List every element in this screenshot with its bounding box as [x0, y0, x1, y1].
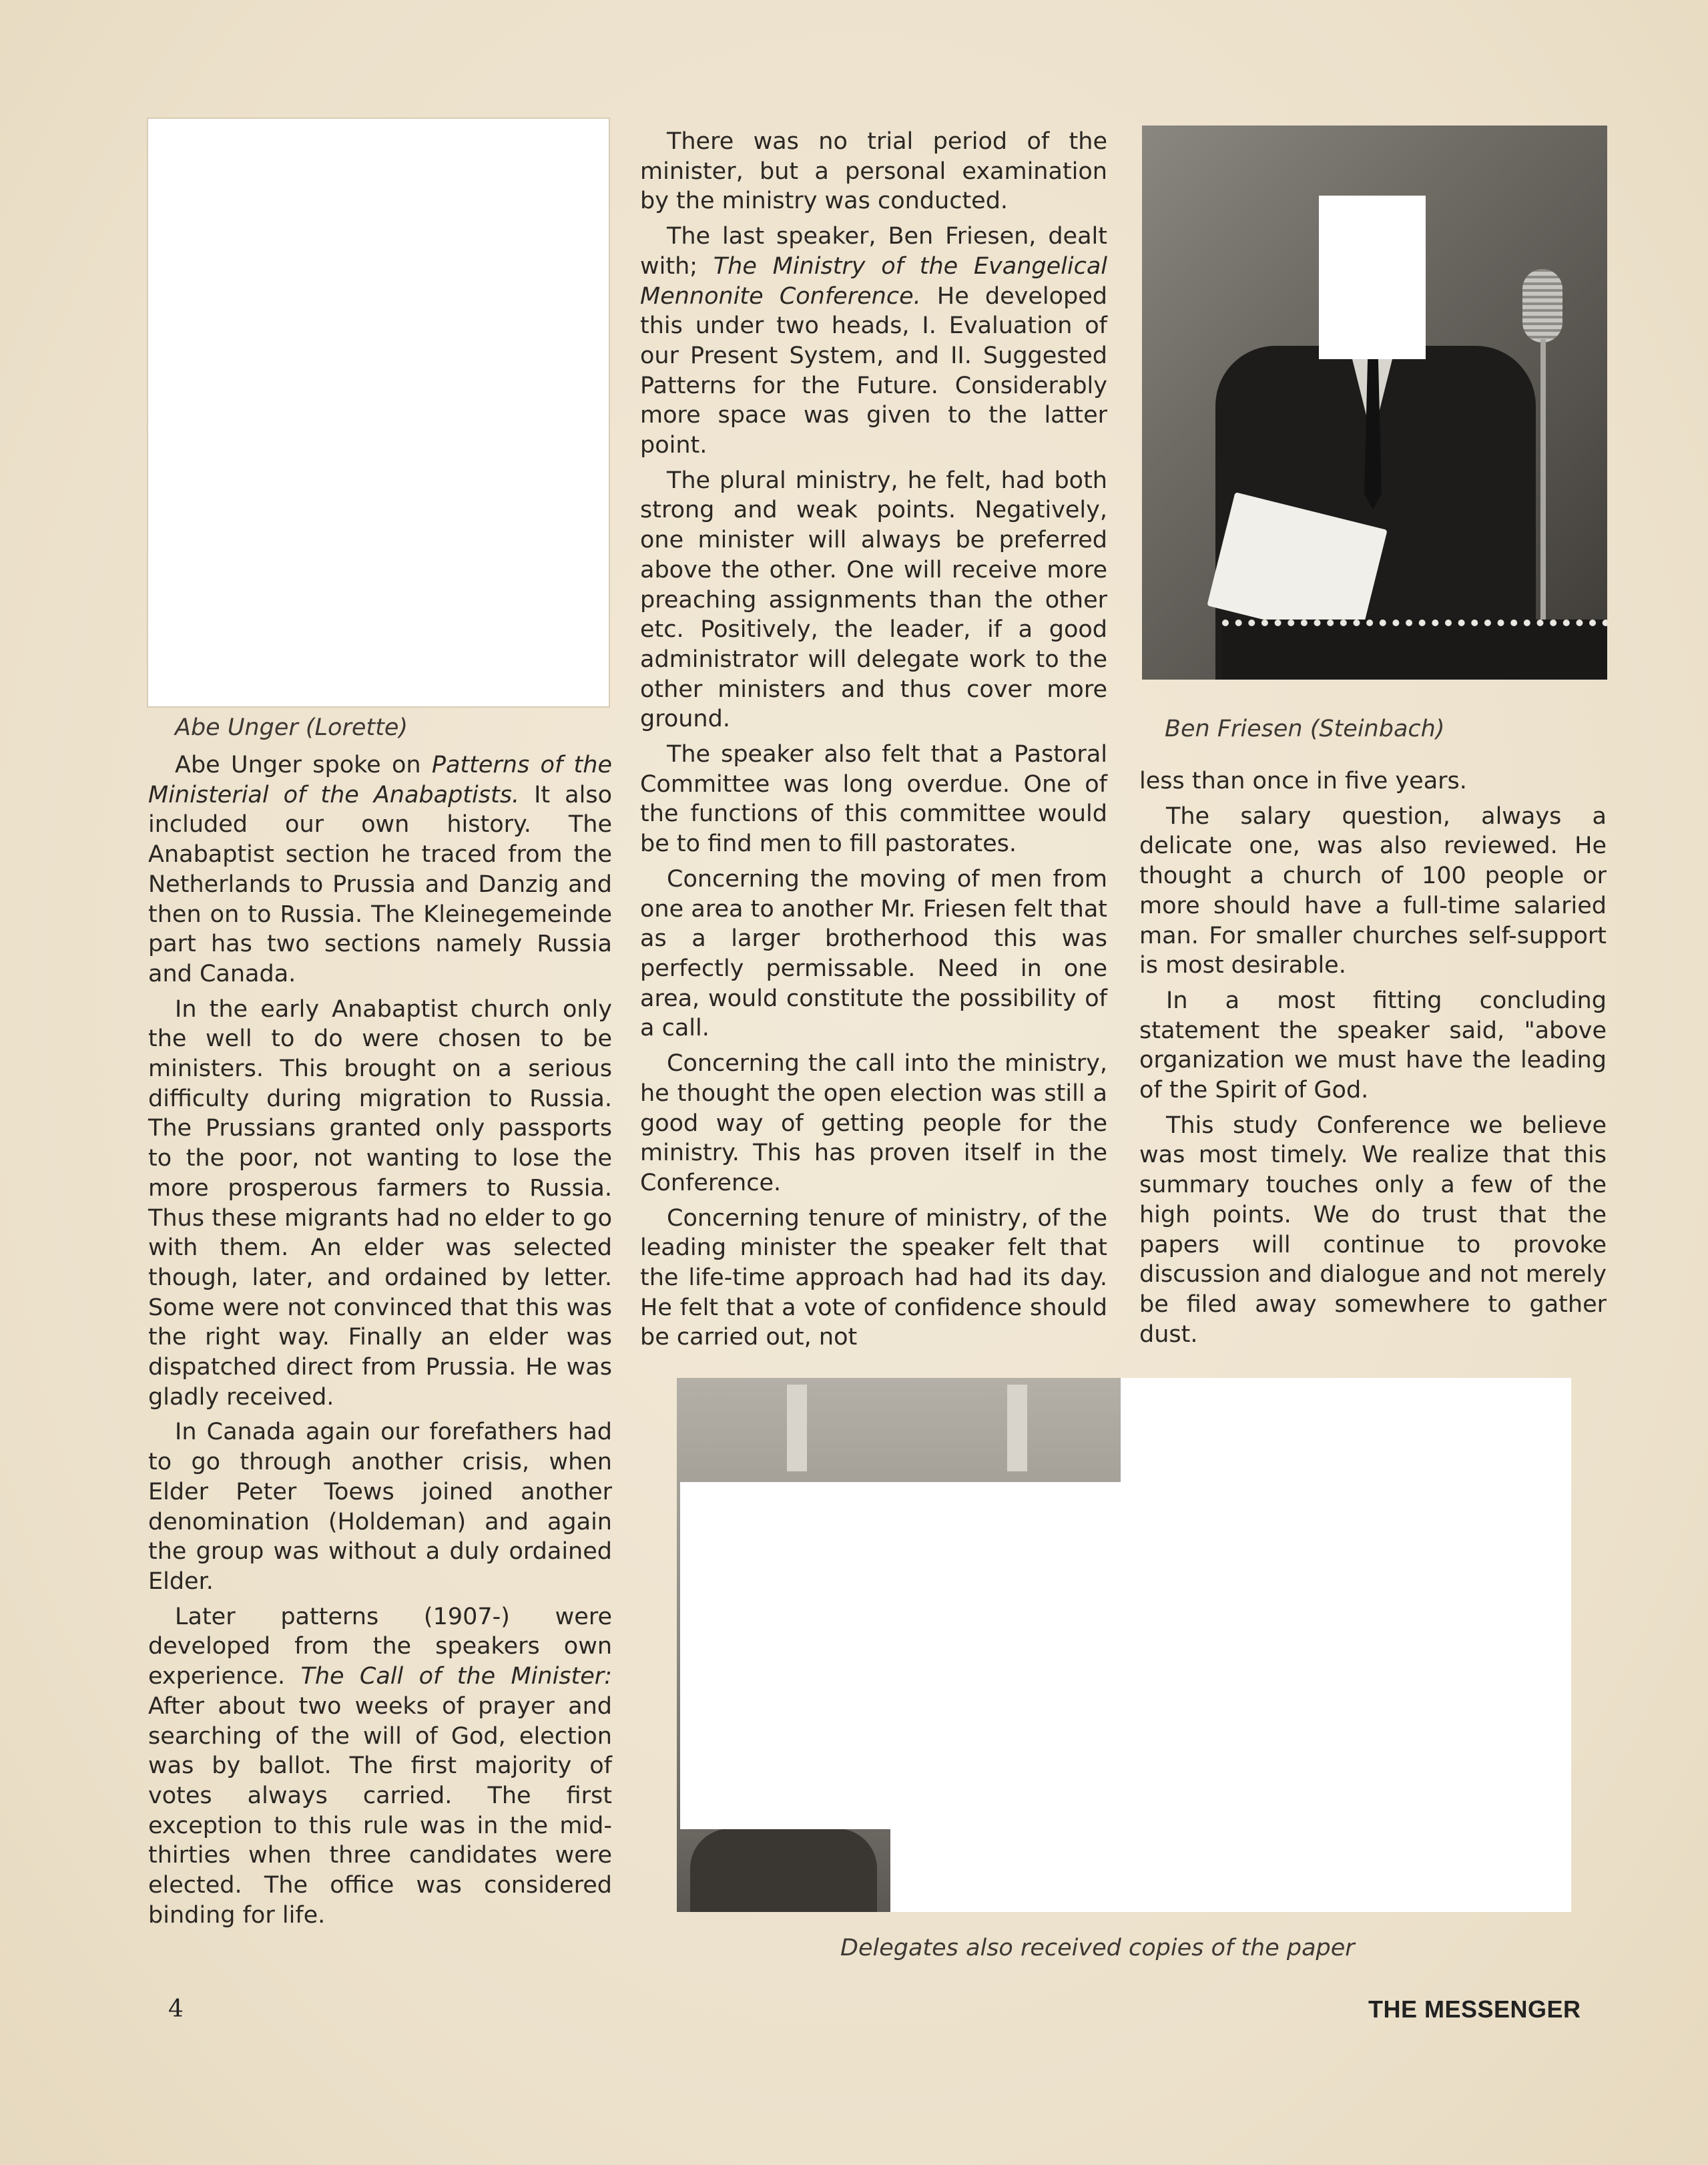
paragraph: The speaker also felt that a Pastoral Committee was long overdue. One of the functions of this committee would be to find men to fill pastorates. [640, 741, 1107, 858]
paragraph: In Canada again our forefathers had to go through another crisis, when Elder Peter Toews joined another denomination (Holdeman) and again the group was without a duly ordained Elder. [148, 1419, 612, 1595]
caption-delegates: Delegates also received copies of the paper [840, 1935, 1355, 1961]
paragraph: Concerning the call into the ministry, he thought the open election was still a good way of getting people for the ministry. This has proven itself in the Conference. [640, 1050, 1107, 1196]
paragraph: The plural ministry, he felt, had both strong and weak points. Negatively, one minister will always be preferred above the other. One will receive more preaching assignments than the other etc. Positively, the leader, if a good administrator will delegate work to the other ministers and thus cover more ground. [640, 467, 1107, 733]
delegate-figure [690, 1829, 877, 1912]
photo-delegates [677, 1378, 1571, 1912]
paragraph: The salary question, always a delicate one, was also reviewed. He thought a church of 100 people or more should have a full-time salaried man. For smaller churches self-support is most desirable. [1139, 802, 1607, 979]
paragraph: less than once in five years. [1139, 768, 1467, 794]
paragraph: Concerning tenure of ministry, of the leading minister the speaker felt that the life-time approach had had its day. He felt that a vote of confidence should be carried out, not [640, 1204, 1107, 1351]
redacted-region [680, 1482, 1124, 1829]
redacted-region [890, 1825, 1124, 1912]
page-number: 4 [168, 1995, 184, 2023]
paragraph: Abe Unger spoke on Patterns of the Ministerial of the Anabaptists. It also included our own history. The Anabaptist section he traced from the Netherlands to Prussia and Danzig and then on to Russia. The Kleinegemeinde part has two sections namely Russia and Canada. [148, 752, 612, 987]
chair-back [1007, 1385, 1027, 1471]
article-column-3 [1139, 766, 1607, 1355]
article-column-2 [640, 127, 1107, 1358]
microphone-stand [1540, 339, 1546, 660]
microphone [1522, 269, 1562, 342]
pulpit [1222, 620, 1607, 680]
paragraph: Concerning the moving of men from one area to another Mr. Friesen felt that as a larger brotherhood this was perfectly permissable. Need in one area, would constitute the possibility of a call. [640, 865, 1107, 1042]
redacted-face [1319, 196, 1426, 359]
redacted-region [1121, 1378, 1571, 1912]
caption-abe-unger: Abe Unger (Lorette) [175, 714, 408, 741]
chair-back [787, 1385, 807, 1471]
running-title: THE MESSENGER [1368, 1995, 1581, 2023]
paragraph: This study Conference we believe was most timely. We realize that this summary touches only a few of the high points. We do trust that the papers will continue to provoke discussion and dialogue and not merely be filed away somewhere to gather dust. [1139, 1112, 1607, 1348]
photo-ben-friesen [1142, 126, 1607, 680]
article-column-1 [148, 750, 612, 1935]
paragraph: Later patterns (1907-) were developed from the speakers own experience. The Call of the Minister: After about two weeks of prayer and searching of the will of God, election was by ballot. The first majority of votes always carried. The first exception to this rule was in the mid-thirties when three candidates were elected. The office was considered binding for life. [148, 1603, 612, 1929]
paragraph: There was no trial period of the minister, but a personal examination by the ministry was conducted. [640, 128, 1107, 215]
caption-ben-friesen: Ben Friesen (Steinbach) [1165, 716, 1445, 742]
photo-abe-unger [148, 119, 609, 706]
paragraph: The last speaker, Ben Friesen, dealt with; The Ministry of the Evangelical Mennonite Conference. He developed this under two heads, I. Evaluation of our Present System, and II. Suggested Patterns for the Future. Considerably more space was given to the latter point. [640, 223, 1107, 459]
paragraph: In the early Anabaptist church only the well to do were chosen to be ministers. This brought on a serious difficulty during migration to Russia. The Prussians granted only passports to the poor, not wanting to lose the more prosperous farmers to Russia. Thus these migrants had no elder to go with them. An elder was selected though, later, and ordained by letter. Some were not convinced that this was the right way. Finally an elder was dispatched direct from Prussia. He was gladly received. [148, 995, 612, 1411]
paragraph: In a most fitting concluding statement the speaker said, "above organization we must have the leading of the Spirit of God. [1139, 987, 1607, 1104]
